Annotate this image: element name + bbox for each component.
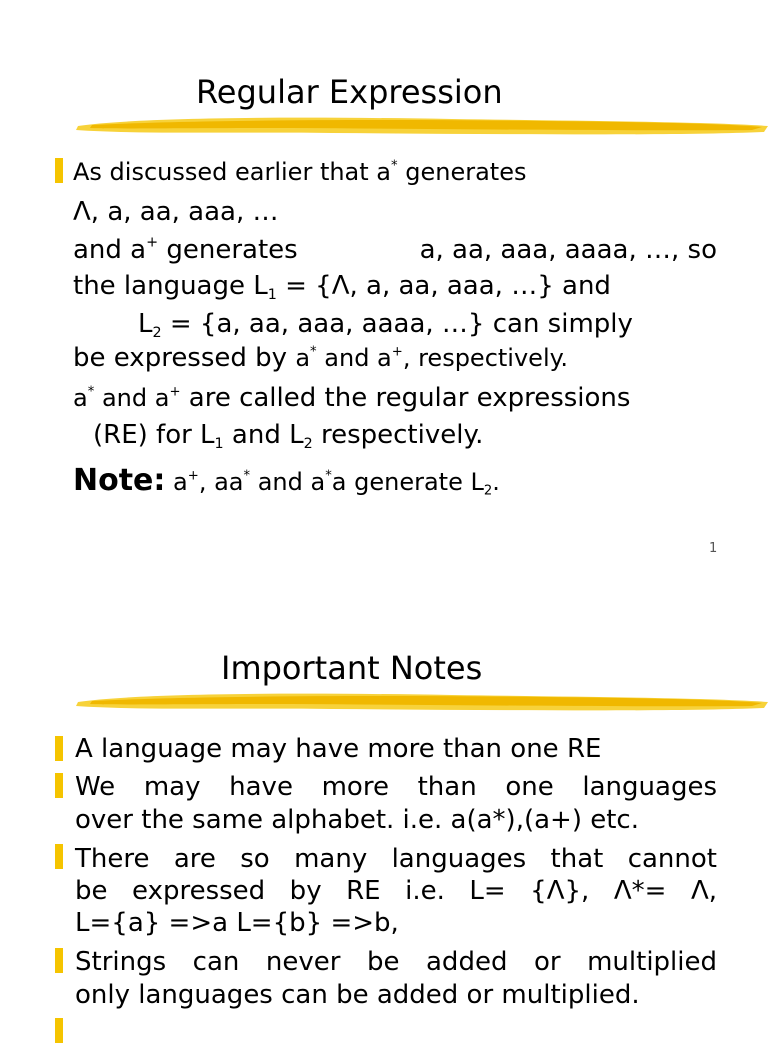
- page-number: 1: [709, 541, 718, 556]
- slide-2: [0, 580, 768, 1024]
- bullet-marker: [55, 1018, 63, 1043]
- bullet-marker: [55, 736, 63, 761]
- text-line: a* and a+ are called the regular expressions: [73, 383, 631, 413]
- bullet-marker: [55, 773, 63, 798]
- title-underline-brush: [72, 114, 768, 140]
- bullet-marker: [55, 844, 63, 869]
- text-line: be expressed by a* and a+, respectively.: [73, 343, 569, 373]
- bullet-text: over the same alphabet. i.e. a(a*),(a+) etc.: [75, 805, 639, 835]
- text-line: and a+ generates a, aa, aaa, aaaa, …, so: [73, 234, 717, 265]
- bullet-text: We may have more than one languages: [75, 772, 717, 802]
- text-line: As discussed earlier that a* generates: [73, 158, 527, 186]
- slide-title: Important Notes: [221, 649, 483, 687]
- slide-title: Regular Expression: [196, 73, 503, 111]
- bullet-text: L={a} =>a L={b} =>b,: [75, 908, 399, 938]
- bullet-marker: [55, 158, 63, 183]
- text-line: (RE) for $L_1$ and $L_2$ respectively.: [93, 420, 484, 452]
- text-line: the language $L_1 = \{\Lambda$, a, aa, aaa, …} and: [73, 271, 611, 303]
- bullet-text: There are so many languages that cannot: [75, 844, 717, 874]
- note-label: Note:: [73, 463, 166, 498]
- text-line: $L_2 = \{a$, aa, aaa, aaaa, …} can simply: [138, 309, 633, 341]
- bullet-text: A language may have more than one RE: [75, 734, 602, 764]
- note-line: Note: a+, aa* and a*a generate $L_2$.: [73, 463, 500, 499]
- bullet-text: Strings can never be added or multiplied: [75, 947, 717, 977]
- bullet-text: only languages can be added or multiplied.: [75, 980, 640, 1010]
- text-line: Λ, a, aa, aaa, …: [73, 197, 279, 227]
- bullet-text: be expressed by RE i.e. L= {Λ}, Λ*= Λ,: [75, 876, 717, 906]
- bullet-marker: [55, 948, 63, 973]
- title-underline-brush: [72, 690, 768, 716]
